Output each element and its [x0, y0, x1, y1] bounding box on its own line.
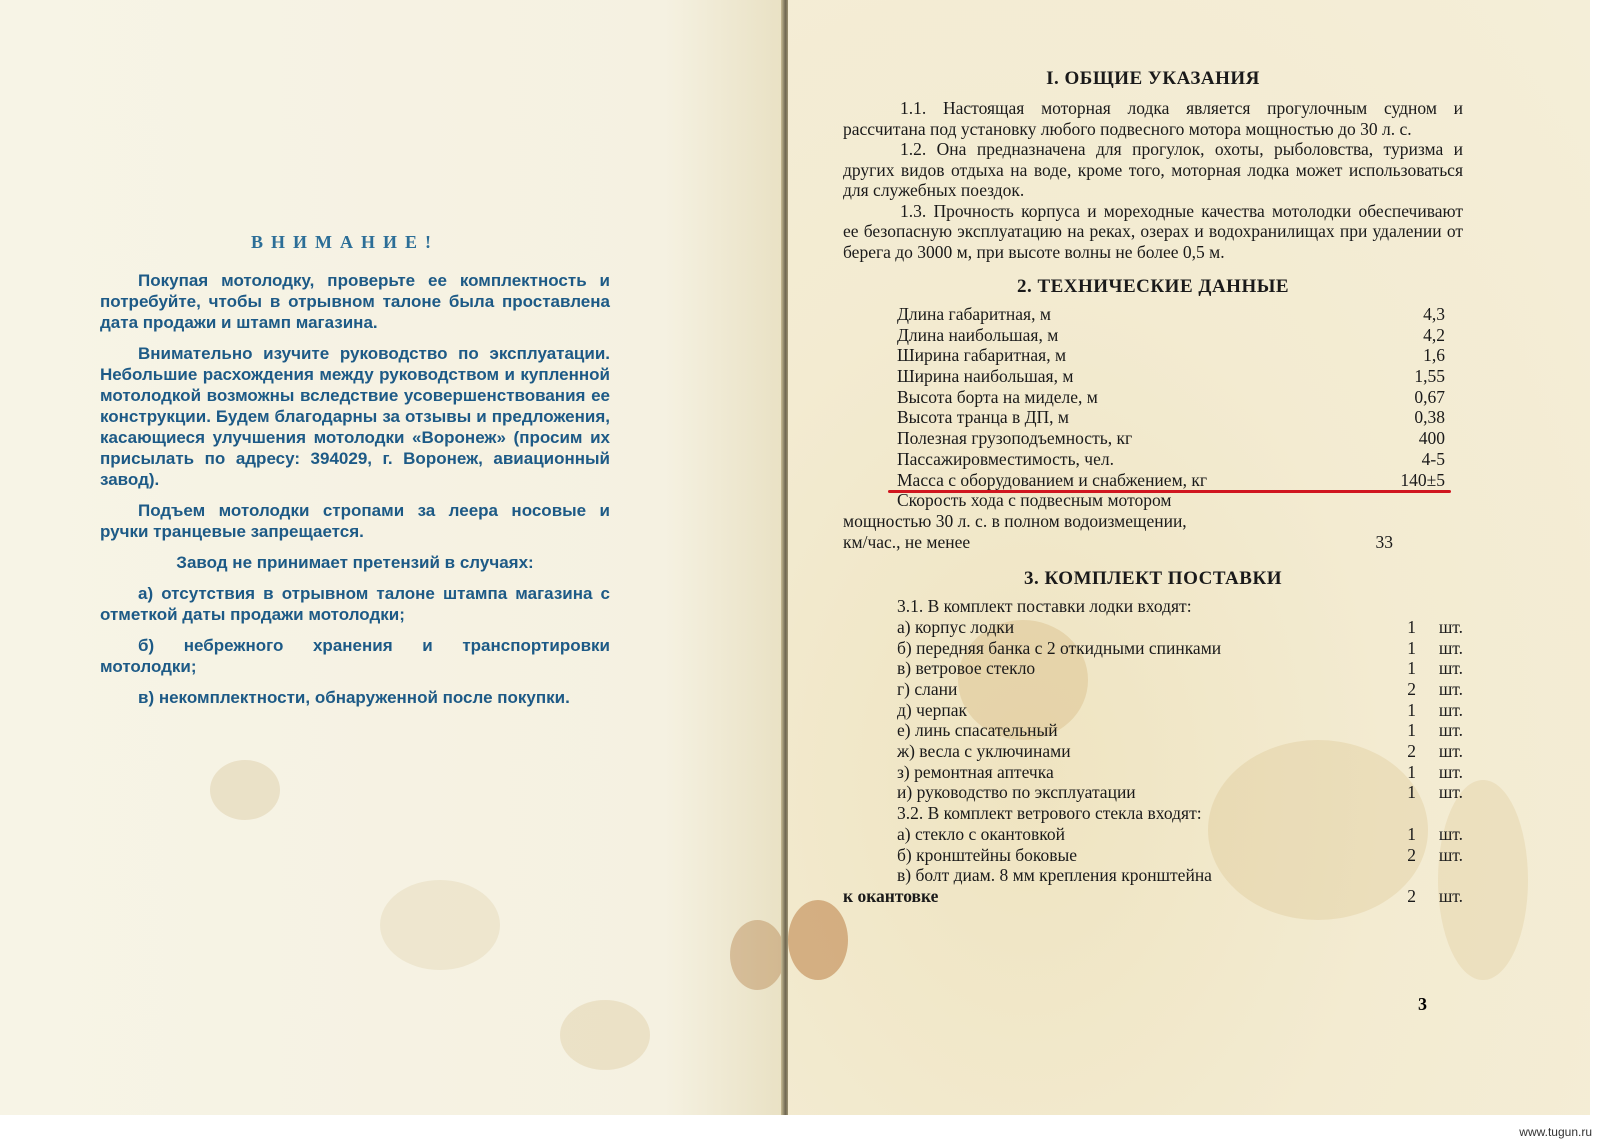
speed-row: [843, 532, 1463, 553]
watermark: www.tugun.ru: [1519, 1125, 1592, 1139]
item-unit: шт.: [1438, 616, 1463, 637]
claims-heading: Завод не принимает претензий в случаях:: [176, 553, 534, 572]
item-unit: шт.: [1438, 741, 1463, 762]
tech-value: 1,55: [1414, 366, 1445, 387]
delivery-item: [843, 865, 1463, 886]
tech-row: [843, 304, 1463, 325]
tech-row: [843, 449, 1463, 470]
tech-value: 4,2: [1423, 324, 1445, 345]
item-qty: 1: [1407, 616, 1416, 637]
tech-label: Высота борта на миделе, м: [897, 386, 1098, 407]
speed-value: 33: [1375, 531, 1393, 552]
claims-item: в) некомплектности, обнаруженной после покупки.: [138, 688, 570, 707]
tech-value: 400: [1418, 428, 1445, 449]
right-page-content: [843, 68, 1463, 907]
delivery-item: [843, 679, 1463, 700]
item-unit: шт.: [1438, 823, 1463, 844]
tech-label: Ширина габаритная, м: [897, 345, 1067, 366]
tech-row: [843, 325, 1463, 346]
item-unit: шт.: [1438, 844, 1463, 865]
item-label: а) корпус лодки: [897, 616, 1015, 637]
tech-value: 140±5: [1400, 469, 1445, 490]
delivery-subheading: [843, 596, 1463, 617]
item-label: б) передняя банка с 2 откидными спинками: [897, 637, 1222, 658]
section-1-paragraph: 1.1. Настоящая моторная лодка является прогулочным судном и рассчитана под установку любого подвесного мотора мощностью до 30 л. с.: [843, 98, 1463, 139]
item-qty: 1: [1407, 658, 1416, 679]
item-label: и) руководство по эксплуатации: [897, 782, 1136, 803]
delivery-subheading-text: 3.2. В комплект ветрового стекла входят:: [897, 803, 1202, 824]
item-unit: шт.: [1438, 679, 1463, 699]
item-label: б) кронштейны боковые: [897, 844, 1078, 865]
speed-label: Скорость хода с подвесным мотором: [897, 490, 1172, 511]
item-qty: 1: [1407, 699, 1416, 720]
attention-paragraph: Подъем мотолодки стропами за леера носовые и ручки транцевые запрещается.: [100, 501, 610, 541]
delivery-item: [843, 638, 1463, 659]
tech-row: [843, 428, 1463, 449]
section-2-heading: 2. ТЕХНИЧЕСКИЕ ДАННЫЕ: [1016, 276, 1290, 297]
item-label: г) слани: [897, 679, 958, 699]
section-1-heading: I. ОБЩИЕ УКАЗАНИЯ: [1046, 68, 1260, 89]
attention-text: [100, 270, 610, 718]
speed-row: [843, 490, 1463, 511]
item-unit: шт.: [1438, 637, 1463, 658]
item-qty: 2: [1407, 741, 1416, 762]
item-qty: 1: [1407, 823, 1416, 844]
tech-row: [843, 387, 1463, 408]
tech-value: 4-5: [1421, 448, 1445, 469]
item-label: ж) весла с уключинами: [897, 741, 1071, 762]
delivery-item: [843, 741, 1463, 762]
item-label: в) ветровое стекло: [897, 658, 1036, 679]
delivery-subheading: [843, 803, 1463, 824]
tech-label: Пассажировместимость, чел.: [897, 448, 1114, 469]
tech-value: 0,38: [1414, 407, 1445, 428]
tech-value: 4,3: [1423, 304, 1445, 324]
item-label: з) ремонтная аптечка: [897, 761, 1054, 782]
delivery-item: [843, 824, 1463, 845]
tech-label: Длина габаритная, м: [897, 304, 1051, 324]
item-label: д) черпак: [897, 699, 968, 720]
attention-paragraph: Внимательно изучите руководство по эксплуатации. Небольшие расхождения между руководством и купленной мотолодкой возможны вследствие усовершенствования ее конструкции. Будем благодарны за отзывы и предложения, касающиеся улучшения мотолодки «Воронеж» (просим их присылать по адресу: 394029, г. Воронеж, авиационный завод).: [100, 344, 610, 489]
item-qty: 1: [1407, 637, 1416, 658]
attention-title: ВНИМАНИЕ!: [251, 232, 439, 252]
delivery-item: [843, 845, 1463, 866]
section-3-heading: 3. КОМПЛЕКТ ПОСТАВКИ: [1023, 568, 1282, 590]
tech-label: Полезная грузоподъемность, кг: [897, 428, 1133, 449]
tech-label: Ширина наибольшая, м: [897, 366, 1074, 387]
item-unit: шт.: [1438, 782, 1463, 803]
item-qty: 1: [1407, 761, 1416, 782]
speed-label: мощностью 30 л. с. в полном водоизмещении,: [843, 510, 1187, 531]
section-1-paragraph: 1.2. Она предназначена для прогулок, охоты, рыболовства, туризма и других видов отдыха на воде, кроме того, моторная лодка может использоваться для служебных поездок.: [843, 139, 1463, 200]
item-label: е) линь спасательный: [897, 720, 1058, 741]
item-qty: 1: [1407, 720, 1416, 741]
tech-row: [843, 366, 1463, 387]
item-unit: шт.: [1438, 720, 1463, 741]
page-number: 3: [1418, 994, 1427, 1014]
technical-data-table: [843, 304, 1463, 552]
delivery-item: [843, 782, 1463, 803]
tech-label: Длина наибольшая, м: [897, 324, 1059, 345]
attention-paragraph: Покупая мотолодку, проверьте ее комплектность и потребуйте, чтобы в отрывном талоне была проставлена дата продажи и штамп магазина.: [100, 271, 610, 332]
left-page: [0, 0, 783, 1115]
tech-row: [843, 345, 1463, 366]
tech-label: Высота транца в ДП, м: [897, 407, 1070, 428]
item-unit: шт.: [1438, 658, 1463, 679]
tech-row: [843, 407, 1463, 428]
item-unit: шт.: [1438, 699, 1463, 720]
item-unit: шт.: [1438, 761, 1463, 782]
item-qty: 2: [1407, 844, 1416, 865]
tech-row-mass: [843, 470, 1463, 491]
delivery-list: [843, 596, 1463, 906]
delivery-item: [843, 617, 1463, 638]
item-label: к окантовке: [843, 885, 939, 906]
claims-item: б) небрежного хранения и транспортировки мотолодки;: [100, 636, 610, 676]
delivery-item: [843, 762, 1463, 783]
tech-label: Масса с оборудованием и снабжением, кг: [897, 469, 1208, 490]
delivery-item: [843, 720, 1463, 741]
section-1-paragraph: 1.3. Прочность корпуса и мореходные качества мотолодки обеспечивают ее безопасную эксплуатацию на реках, озерах и водохранилищах при удалении от берега до 3000 м, при высоте волны не более 0,5 м.: [843, 200, 1463, 262]
tech-value: 0,67: [1414, 386, 1445, 407]
item-qty: 1: [1407, 782, 1416, 803]
delivery-item: [843, 886, 1463, 907]
item-label: в) болт диам. 8 мм крепления кронштейна: [897, 865, 1212, 886]
delivery-item: [843, 700, 1463, 721]
item-unit: шт.: [1438, 885, 1463, 906]
item-qty: 2: [1407, 679, 1416, 699]
speed-label: км/час., не менее: [843, 531, 971, 552]
item-qty: 2: [1407, 885, 1416, 906]
item-label: а) стекло с окантовкой: [897, 823, 1065, 844]
tech-value: 1,6: [1423, 345, 1445, 366]
delivery-item: [843, 658, 1463, 679]
claims-item: а) отсутствия в отрывном талоне штампа магазина с отметкой даты продажи мотолодки;: [100, 584, 610, 624]
speed-row: [843, 511, 1463, 532]
delivery-subheading-text: 3.1. В комплект поставки лодки входят:: [897, 596, 1192, 617]
